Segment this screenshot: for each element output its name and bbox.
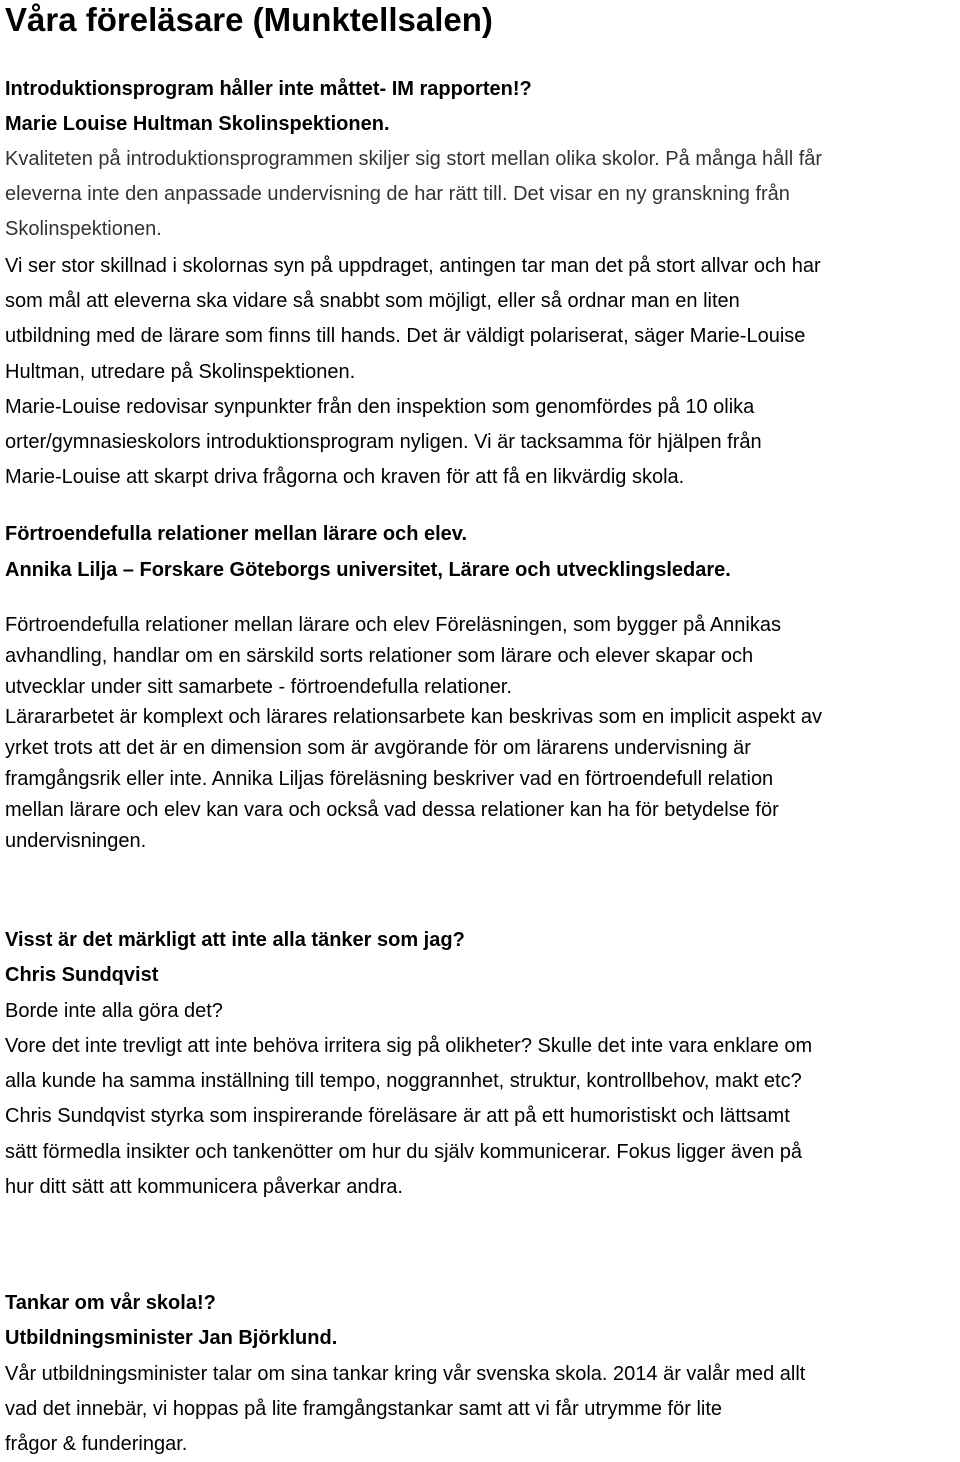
paragraph-line: vad det innebär, vi hoppas på lite framgångstankar samt att vi får utrymme för lite [5,1397,723,1420]
paragraph-line: utbildning med de lärare som finns till hands. Det är väldigt polariserat, säger Marie-Louise [5,325,806,348]
paragraph-line: Marie-Louise redovisar synpunkter från den inspektion som genomfördes på 10 olika [5,395,755,418]
section-visst-ar-det-markligt [5,923,957,1205]
paragraph-line: Chris Sundqvist styrka som inspirerande föreläsare är att på ett humoristiskt och lättsamt [5,1105,790,1128]
section-heading: Tankar om vår skola!? [5,1292,216,1314]
section-speaker: Marie Louise Hultman Skolinspektionen. [5,113,390,135]
section-speaker: Annika Lilja – Forskare Göteborgs universitet, Lärare och utvecklingsledare. [5,559,731,581]
section-speaker: Chris Sundqvist [5,964,159,987]
paragraph-line: mellan lärare och elev kan vara och också vad dessa relationer kan ha för betydelse för [5,798,779,821]
paragraph-line: Förtroendefulla relationer mellan lärare och elev Föreläsningen, som bygger på Annikas [5,614,781,636]
paragraph-line: som mål att eleverna ska vidare så snabbt som möjligt, eller så ordnar man en liten [5,290,740,313]
paragraph-line: eleverna inte den anpassade undervisning de har rätt till. Det visar en ny granskning från [5,183,790,205]
section-im-rapporten [5,72,957,247]
paragraph-line: Vore det inte trevligt att inte behöva irritera sig på olikheter? Skulle det inte vara enklare om [5,1034,813,1057]
paragraph-line: Borde inte alla göra det? [5,999,223,1022]
paragraph-line: Lärararbetet är komplext och lärares relationsarbete kan beskrivas som en implicit aspekt av [5,706,823,729]
paragraph-line: frågor & funderingar. [5,1433,188,1456]
paragraph-line: Skolinspektionen. [5,218,162,240]
paragraph-line: alla kunde ha samma inställning till tempo, noggrannhet, struktur, kontrollbehov, makt etc? [5,1070,802,1093]
section-fortroendefulla-relationer-body [5,610,957,856]
section-tankar-om-var-skola [5,1286,957,1462]
page-title: Våra föreläsare (Munktellsalen) [5,1,493,38]
paragraph-line: Vi ser stor skillnad i skolornas syn på uppdraget, antingen tar man det på stort allvar och har [5,255,821,277]
section-heading: Introduktionsprogram håller inte måttet- IM rapporten!? [5,78,532,100]
paragraph-line: hur ditt sätt att kommunicera påverkar andra. [5,1176,403,1199]
section-heading: Visst är det märkligt att inte alla tänker som jag? [5,929,465,951]
paragraph-line: utvecklar under sitt samarbete - förtroendefulla relationer. [5,675,512,698]
paragraph-line: avhandling, handlar om en särskild sorts relationer som lärare och elever skapar och [5,644,754,667]
section-fortroendefulla-relationer [5,516,957,588]
paragraph-line: Kvaliteten på introduktionsprogrammen skiljer sig stort mellan olika skolor. På många håll får [5,148,823,170]
paragraph-line: yrket trots att det är en dimension som är avgörande för om lärarens undervisning är [5,737,751,760]
section-im-rapporten-body [5,249,957,495]
section-speaker: Utbildningsminister Jan Björklund. [5,1327,338,1350]
paragraph-line: Marie-Louise att skarpt driva frågorna och kraven för att få en likvärdig skola. [5,466,685,489]
paragraph-line: Hultman, utredare på Skolinspektionen. [5,360,356,383]
paragraph-line: sätt förmedla insikter och tankenötter om hur du själv kommunicerar. Fokus ligger även på [5,1140,803,1163]
paragraph-line: Vår utbildningsminister talar om sina tankar kring vår svenska skola. 2014 är valår med allt [5,1362,806,1385]
paragraph-line: orter/gymnasieskolors introduktionsprogram nyligen. Vi är tacksamma för hjälpen från [5,431,762,454]
section-heading: Förtroendefulla relationer mellan lärare och elev. [5,523,468,545]
paragraph-line: framgångsrik eller inte. Annika Liljas föreläsning beskriver vad en förtroendefull relation [5,767,774,790]
paragraph-line: undervisningen. [5,829,147,852]
